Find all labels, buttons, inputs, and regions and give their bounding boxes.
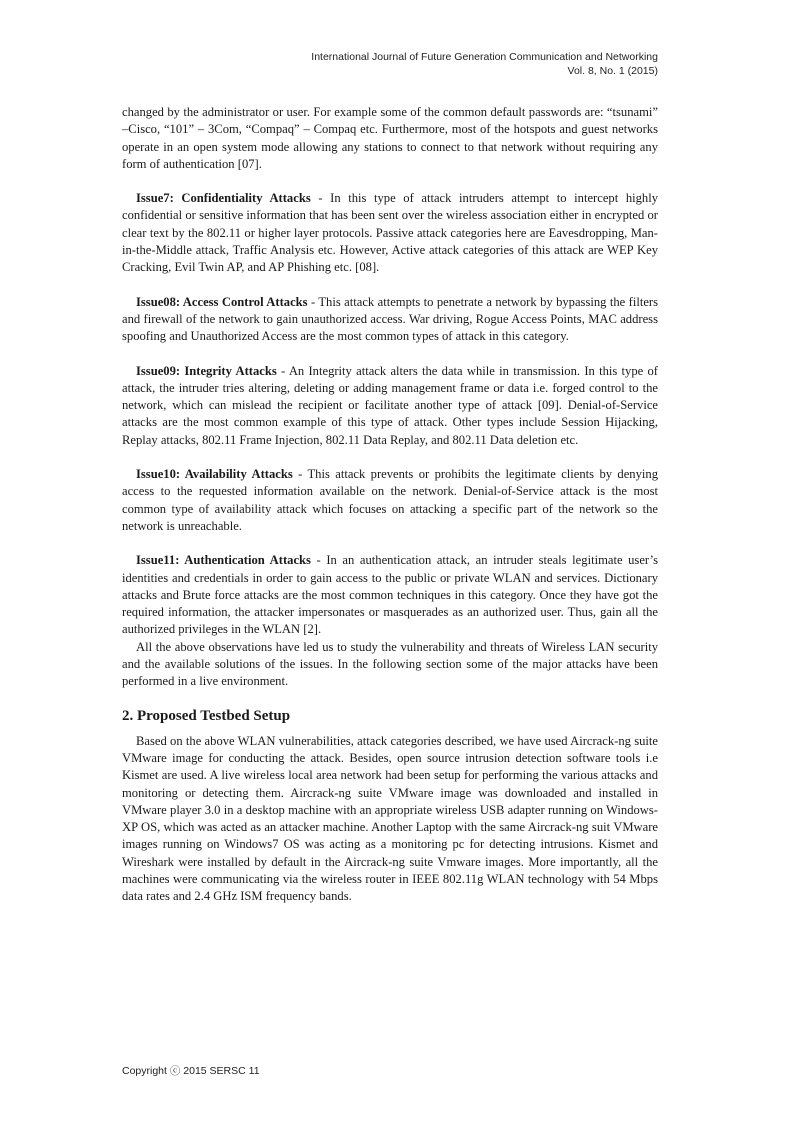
paragraph-text: All the above observations have led us to study the vulnerability and threats of Wireless LAN security and the available solutions of the issues. In the following section some of the major attacks have been performed in a live environment. <box>122 639 658 689</box>
paragraph-issue7 <box>122 190 658 276</box>
paragraph-issue10 <box>122 466 658 535</box>
section-heading: 2. Proposed Testbed Setup <box>122 707 291 724</box>
journal-title: International Journal of Future Generation Communication and Networking <box>311 51 658 63</box>
issue-heading: Issue08: Access Control Attacks <box>136 294 308 309</box>
issue-heading: Issue10: Availability Attacks <box>136 467 293 482</box>
page-body <box>122 104 658 906</box>
issue-heading: Issue11: Authentication Attacks <box>136 553 311 568</box>
paragraph-text: - In an authentication attack, an intruder steals legitimate user’s identities and credentials in order to gain access to the public or private WLAN and services. Dictionary attacks and Brute force attacks are the most common techniques in this category. Once they have got the required information, the attacker impersonates or masquerades as an authorized user. Thus, gain all the authorized privileges in the WLAN [2]. <box>122 553 658 637</box>
journal-volume: Vol. 8, No. 1 (2015) <box>567 65 658 77</box>
paragraph-text: - An Integrity attack alters the data while in transmission. In this type of attack, the intruder tries altering, deleting or adding management frame or data i.e. forged control to the network, which can mislead the recipient or facilitate another type of attack [09]. Denial-of-Service attacks are the most common example of this type of attack. Other types include Session Hijacking, Replay attacks, 802.11 Frame Injection, 802.11 Data Replay, and 802.11 Data deletion etc. <box>122 363 659 447</box>
paragraph-text: - This attack prevents or prohibits the legitimate clients by denying access to the requested information available on the network. Denial-of-Service attack is the most common type of availability attack which focuses on attacking a specific part of the network so the network is unreachable. <box>122 467 658 533</box>
paragraph-issue11 <box>122 552 658 638</box>
paragraph-text: - This attack attempts to penetrate a network by bypassing the filters and firewall of the network to gain unauthorized access. War driving, Rogue Access Points, MAC address spoofing and Unauthorized Access are the most common types of attack in this category. <box>122 294 659 344</box>
copyright-footer: Copyright ⓒ 2015 SERSC 11 <box>122 1065 260 1077</box>
issue-heading: Issue09: Integrity Attacks <box>136 363 277 378</box>
paragraph-continuation <box>122 104 658 173</box>
paragraph-text: Based on the above WLAN vulnerabilities, attack categories described, we have used Aircrack-ng suite VMware image for conducting the attack. Besides, open source intrusion detection software tools i.e Kismet are used. A live wireless local area network had been setup for performing the various attacks and monitoring or detecting them. Aircrack-ng suite VMware image was downloaded and installed in VMware player 3.0 in a desktop machine with an appropriate wireless USB adapter running on Windows-XP OS, which was acted as an attacker machine. Another Laptop with the same Aircrack-ng suit VMware images running on Windows7 OS was acting as a monitoring pc for detecting intrusions. Kismet and Wireshark were installed by default in the Aircrack-ng suite Vmware images. More importantly, all the machines were communicating via the wireless router in IEEE 802.11g WLAN technology with 54 Mbps data rates and 2.4 GHz ISM frequency bands. <box>122 733 658 904</box>
paragraph-issue08 <box>122 294 658 346</box>
paragraph-summary <box>122 639 658 691</box>
issue-heading: Issue7: Confidentiality Attacks <box>136 191 311 206</box>
paragraph-text: changed by the administrator or user. For example some of the common default passwords are: “tsunami” –Cisco, “101” – 3Com, “Compaq” – Compaq etc. Furthermore, most of the hotspots and guest networks operate in an open system mode allowing any stations to connect to that network without requiring any form of authentication [07]. <box>122 105 658 171</box>
section-paragraph <box>122 733 658 906</box>
running-header <box>311 50 658 78</box>
paragraph-issue09 <box>122 363 658 449</box>
paragraph-text: - In this type of attack intruders attempt to intercept highly confidential or sensitive information that has been sent over the wireless association either in encrypted or clear text by the 802.11 or higher layer protocols. Passive attack categories here are Eavesdropping, Man-in-the-Middle attack, Traffic Analysis etc. However, Active attack categories of this attack are WEP Key Cracking, Evil Twin AP, and AP Phishing etc. [08]. <box>122 191 658 275</box>
